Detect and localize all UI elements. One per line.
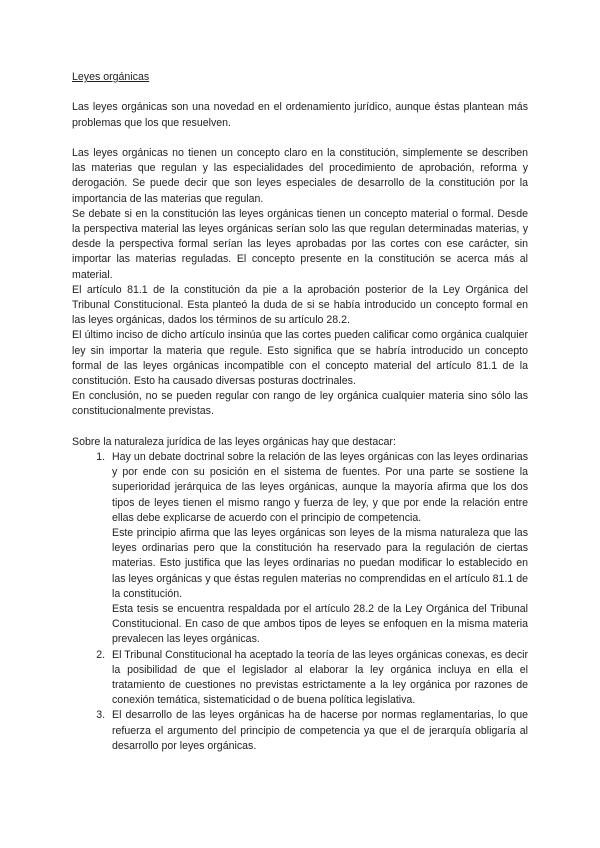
numbered-list	[72, 450, 528, 754]
intro-paragraph: Las leyes orgánicas son una novedad en el ordenamiento jurídico, aunque éstas plantean más problemas que los que resuelven.	[72, 101, 528, 129]
document-title: Leyes orgánicas	[72, 71, 150, 83]
spacer	[72, 420, 528, 435]
list-intro: Sobre la naturaleza jurídica de las leyes orgánicas hay que destacar:	[72, 435, 396, 448]
body-paragraph: En conclusión, no se pueden regular con rango de ley orgánica cualquier materia sino sólo las constitucionalmente previstas.	[72, 390, 528, 418]
list-item-paragraph: 3. El desarrollo de las leyes orgánicas ha de hacerse por normas reglamentarias, lo que refuerza el argumento del principio de competencia ya que el de jerarquía obligaría al desarrollo por leyes orgánicas.	[112, 709, 528, 752]
spacer	[72, 85, 528, 100]
list-item-paragraph: 1. Hay un debate doctrinal sobre la relación de las leyes orgánicas con las leyes ordinarias y por ende con su posición en el sistema de fuentes. Por una parte se sostiene la superioridad jerárquica de las leyes orgánicas, aunque la mayoría afirma que los dos tipos de leyes tienen el mismo rango y fuerza de ley, y que por ende la relación entre ellas debe explicarse de acuerdo con el principio de competencia.	[112, 451, 528, 524]
body-paragraph: El artículo 81.1 de la constitución da pie a la aprobación posterior de la Ley Orgánica del Tribunal Constitucional. Esta planteó la duda de si se había introducido un concepto formal en las leyes orgánicas, dados los términos de su artículo 28.2.	[72, 283, 528, 327]
spacer	[72, 131, 528, 146]
list-item-paragraph: Esta tesis se encuentra respaldada por el artículo 28.2 de la Ley Orgánica del Tribunal Constitucional. En caso de que ambos tipos de leyes se enfoquen en la misma materia prevalecen las leyes orgánicas.	[112, 603, 528, 646]
list-item-paragraph: Este principio afirma que las leyes orgánicas son leyes de la misma naturaleza que las leyes ordinarias pero que la constitución ha reservado para la regulación de ciertas materias. Esto justifica que las leyes ordinarias no puedan modificar lo establecido en las leyes orgánicas y que éstas regulen materias no comprendidas en el artículo 81.1 de la constitución.	[112, 527, 528, 600]
list-item-paragraph: 2. El Tribunal Constitucional ha aceptado la teoría de las leyes orgánicas conexas, es decir la posibilidad de que el legislador al elaborar la ley orgánica incluya en ella el tratamiento de cuestiones no previstas estrictamente a la ley orgánica por razones de conexión temática, sistematicidad o de buena política legislativa.	[112, 648, 528, 707]
body-paragraph: El último inciso de dicho artículo insinúa que las cortes pueden calificar como orgánica cualquier ley sin importar la materia que regule. Esto significa que se habría introducido un concepto formal de las leyes orgánicas incompatible con el concepto material del artículo 81.1 de la constitución. Esto ha causado diversas posturas doctrinales.	[72, 329, 528, 388]
body-paragraph: Las leyes orgánicas no tienen un concepto claro en la constitución, simplemente se describen las materias que regulan y las especialidades del procedimiento de aprobación, reforma y derogación. Se puede decir que son leyes especiales de desarrollo de la constitución por la importancia de las materias que regulan.	[72, 146, 528, 205]
body-paragraph: Se debate si en la constitución las leyes orgánicas tienen un concepto material o formal. Desde la perspectiva material las leyes orgánicas serían solo las que regulan determinadas materias, y desde la perspectiva formal serían las leyes aprobadas por las cortes con ese carácter, sin importar las materias reguladas. El concepto presente en la constitución se acerca más al material.	[72, 207, 528, 281]
document-page	[72, 70, 528, 754]
list-item	[108, 450, 528, 648]
list-item	[108, 648, 528, 709]
list-item	[108, 708, 528, 754]
